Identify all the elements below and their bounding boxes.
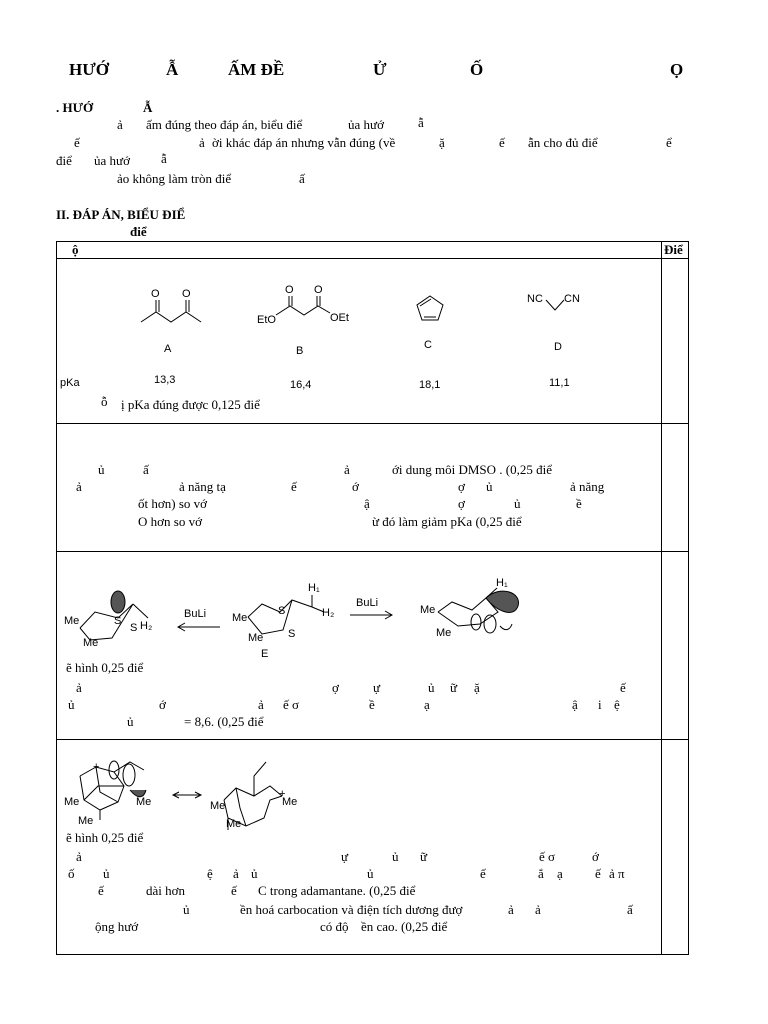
r3-l2-b: ợ xyxy=(332,680,339,695)
section2-subheading: điể xyxy=(130,224,147,239)
r4-l4-c: ế xyxy=(231,883,237,898)
r2-l2-f: ủ xyxy=(486,479,493,494)
r3-l2-a: ả xyxy=(76,680,82,695)
r2-l1-d: ới dung môi DMSO . (0,25 điể xyxy=(392,462,552,477)
label-e: E xyxy=(261,648,269,660)
r2-l4-b: ừ đó làm giảm pKa (0,25 điể xyxy=(372,514,522,529)
s1-l3-c: ẫ xyxy=(161,151,167,166)
s1-l2-b: ả xyxy=(199,135,205,150)
s1-l4-a: ảo không làm tròn điể xyxy=(117,171,232,186)
cation-me-3: Me xyxy=(136,796,152,808)
left-me-1: Me xyxy=(64,615,80,627)
s1-l2-f: ẫn cho đủ điể xyxy=(528,135,598,150)
r4-l3-i: ạ xyxy=(557,866,563,881)
b-eto: EtO xyxy=(257,314,276,326)
r3-l3-a: ủ xyxy=(68,697,75,712)
page-title-part6: Ọ xyxy=(670,60,684,79)
table-header-content: ộ xyxy=(72,242,79,257)
pka-label: pKa xyxy=(60,377,80,389)
a-oxygen-2: O xyxy=(182,288,191,300)
section2-heading: II. ĐÁP ÁN, BIỂU ĐIỂ xyxy=(56,207,186,222)
r3-l3-b: ớ xyxy=(159,697,166,712)
r4-l3-c: ệ xyxy=(207,866,213,881)
resonance-arrow xyxy=(173,792,201,798)
label-c: C xyxy=(424,339,432,351)
r4-l4-a: ế xyxy=(98,883,104,898)
label-b: B xyxy=(296,345,304,357)
page-title-part4: Ử xyxy=(373,60,387,79)
cation-plus-1: + xyxy=(93,761,100,773)
r4-l2-e: ế σ xyxy=(539,849,556,864)
r3-l3-d: ế σ xyxy=(283,697,300,712)
s1-l4-b: ấ xyxy=(299,171,305,186)
row1-note-b: ị pKa đúng được 0,125 điể xyxy=(121,397,260,412)
r3-l2-g: ế xyxy=(620,680,626,695)
page-title-part3: ẤM ĐỀ xyxy=(228,60,285,79)
r2-l3-c: ợ xyxy=(458,496,465,511)
r4-l4-d: C trong adamantane. (0,25 điể xyxy=(258,883,416,898)
d-cn: CN xyxy=(564,293,580,305)
d-nc: NC xyxy=(527,293,543,305)
page-title-part2: Ẫ xyxy=(166,60,179,79)
cation-me-1: Me xyxy=(64,796,80,808)
right-h1: H₁ xyxy=(496,577,508,589)
r4-l3-h: ắ xyxy=(538,866,544,881)
b-oet: OEt xyxy=(330,312,349,324)
mid-s-1: S xyxy=(278,605,286,617)
b-oxygen-1: O xyxy=(285,284,294,296)
r2-l1-a: ủ xyxy=(98,462,105,477)
s1-l2-e: ế xyxy=(499,135,505,150)
r4-l3-d: ả xyxy=(233,866,239,881)
r4-l5-b: ền hoá carbocation và điện tích dương đượ xyxy=(240,902,463,917)
res-me-2: Me xyxy=(226,818,242,830)
r2-l1-b: ấ xyxy=(143,462,149,477)
r4-l3-b: ủ xyxy=(103,866,110,881)
pka-d: 11,1 xyxy=(549,377,570,389)
r2-l1-c: ả xyxy=(344,462,350,477)
table-header-score: Điể xyxy=(664,242,683,257)
page-title-part1: HƯỚ xyxy=(69,60,109,79)
s1-l3-a: điể xyxy=(56,153,72,168)
pka-a: 13,3 xyxy=(154,374,176,386)
r2-l3-d: ủ xyxy=(514,496,521,511)
res-me-1: Me xyxy=(210,800,226,812)
r4-l2-a: ả xyxy=(76,849,82,864)
section1-heading-b: Ẫ xyxy=(143,100,153,115)
r3-l3-g: ậ xyxy=(572,697,578,712)
r4-l5-a: ủ xyxy=(183,902,190,917)
pka-b: 16,4 xyxy=(290,379,312,391)
reagent-buli-1: BuLi xyxy=(184,608,207,620)
r4-l2-d: ữ xyxy=(420,849,428,864)
r4-l5-e: ấ xyxy=(627,902,633,917)
right-me-1: Me xyxy=(420,604,436,616)
r4-l1: ẽ hình 0,25 điể xyxy=(66,830,144,845)
s1-l2-d: ặ xyxy=(439,135,445,150)
label-a: A xyxy=(164,343,172,355)
left-s-1: S xyxy=(114,615,122,627)
reagent-buli-2: BuLi xyxy=(356,597,379,609)
adamantyl-cation xyxy=(80,761,146,820)
r2-l2-c: ế xyxy=(291,479,297,494)
r2-l2-b: ả năng tạ xyxy=(179,479,226,494)
a-oxygen-1: O xyxy=(151,288,160,300)
r3-l4-a: ủ xyxy=(127,714,134,729)
r2-l2-e: ợ xyxy=(458,479,465,494)
r4-l2-c: ủ xyxy=(392,849,399,864)
r4-l3-f: ủ xyxy=(367,866,374,881)
s1-l2-c: ời khác đáp án nhưng vẫn đúng (về xyxy=(212,135,396,150)
r4-l2-b: ự xyxy=(341,849,349,864)
r4-l3-k: ả π xyxy=(609,866,625,881)
r4-l4-b: dài hơn xyxy=(146,883,186,898)
r4-l6-a: ộng hướ xyxy=(95,919,139,934)
r4-l3-a: ố xyxy=(68,866,75,881)
right-me-2: Me xyxy=(436,627,452,639)
r4-l3-j: ế xyxy=(595,866,601,881)
r2-l2-g: ả năng xyxy=(570,479,605,494)
page-title-part5: Ố xyxy=(470,60,484,79)
r3-l3-i: ệ xyxy=(614,697,620,712)
left-s-2: S xyxy=(130,622,138,634)
r2-l3-a: ốt hơn) so vớ xyxy=(138,496,207,511)
s1-l1-d: ẫ xyxy=(418,115,424,130)
res-plus: + xyxy=(279,788,286,800)
r3-l3-h: i xyxy=(598,697,602,712)
r3-l1: ẽ hình 0,25 điể xyxy=(66,660,144,675)
s1-l1-b: ấm đúng theo đáp án, biểu điể xyxy=(146,117,303,132)
label-d: D xyxy=(554,341,562,353)
r3-l3-e: ề xyxy=(369,697,375,712)
r3-l2-f: ặ xyxy=(474,680,480,695)
r2-l2-d: ớ xyxy=(352,479,359,494)
r4-l6-c: ền cao. (0,25 điể xyxy=(361,919,448,934)
r3-l3-f: ạ xyxy=(424,697,430,712)
cation-me-2: Me xyxy=(78,815,94,827)
r3-l2-c: ự xyxy=(373,680,381,695)
mid-me-1: Me xyxy=(232,612,248,624)
res-me-3: Me xyxy=(282,796,298,808)
r4-l6-b: có độ xyxy=(320,919,349,934)
r3-l4-b: = 8,6. (0,25 điể xyxy=(184,714,264,729)
left-me-2: Me xyxy=(83,637,99,649)
section1-heading-a: . HƯỚ xyxy=(56,100,94,115)
r4-l3-e: ủ xyxy=(251,866,258,881)
r4-l5-c: ả xyxy=(508,902,514,917)
s1-l2-a: ế xyxy=(74,135,80,150)
s1-l2-g: ể xyxy=(666,135,672,150)
r2-l3-b: ậ xyxy=(364,496,370,511)
r3-l2-e: ữ xyxy=(450,680,458,695)
left-h2: H₂ xyxy=(140,620,153,632)
mid-me-2: Me xyxy=(248,632,264,644)
r3-l2-d: ủ xyxy=(428,680,435,695)
mid-h1: H₁ xyxy=(308,582,320,594)
mid-h2: H₂ xyxy=(322,607,335,619)
pka-c: 18,1 xyxy=(419,379,441,391)
s1-l1-c: ủa hướ xyxy=(348,117,384,132)
r2-l4-a: O hơn so vớ xyxy=(138,514,202,529)
s1-l1-a: ả xyxy=(117,117,123,132)
s1-l3-b: ủa hướ xyxy=(94,153,130,168)
r3-l3-c: ả xyxy=(258,697,264,712)
r4-l2-f: ớ xyxy=(592,849,599,864)
r4-l5-d: ả xyxy=(535,902,541,917)
b-oxygen-2: O xyxy=(314,284,323,296)
r2-l2-a: ả xyxy=(76,479,82,494)
row1-note-a: ỗ xyxy=(101,394,108,409)
r2-l3-e: ề xyxy=(576,496,582,511)
r4-l3-g: ế xyxy=(480,866,486,881)
mid-s-2: S xyxy=(288,628,296,640)
